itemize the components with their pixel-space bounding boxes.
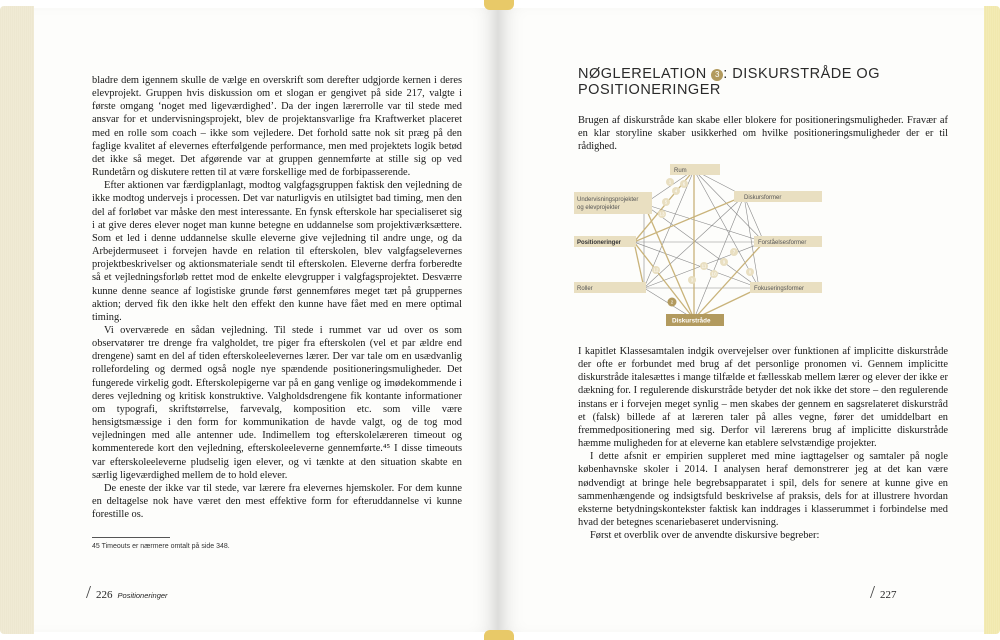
running-head: Positioneringer: [117, 591, 168, 600]
marker-1-label: 1: [668, 179, 672, 185]
headband-top: [484, 0, 514, 10]
marker-13-label: 13: [659, 211, 665, 217]
heading-part2: : DISKURSTRÅDE OG POSITIONERINGER: [578, 66, 880, 98]
page-number-left: 226: [96, 589, 113, 601]
heading-number-badge: 3: [711, 69, 723, 81]
folio-slash: /: [86, 582, 92, 602]
left-folio: [86, 582, 168, 603]
paragraph: Efter aktionen var færdigplanlagt, modtog valgfagsgruppen faktisk den vejledning de ikke modtog undervejs i processen. Det var naturligvis en utilsigtet bad timing, men den del af forløbet var måske den mest interessante. En fynsk efterskole har specialiseret sig i at give deres elever noget man kunne betegne en uddannelse som projektiværksættere. Som et led i denne uddannelse skulle eleverne give vejledning til andre unge, og da Arbejdermuseet i forvejen havde en relation til efterskolen, blev valgfagselevernes projektbeskrivelser og aktionsmateriale sendt til efterskolen. Eleverne derfra forberedte så et vejledningsforløb rettet mod de enkelte elevgrupper i valgfagsprojektet. Desværre kunne denne seance af logistiske grunde først gennemføres meget tæt på gruppernes aktion; derved fik den ikke helt den effekt den kunne have fået med en mere optimal timing.: [92, 180, 462, 323]
marker-4-label: 4: [674, 188, 678, 194]
label-diskurstraade: Diskurstråde: [672, 317, 711, 325]
right-body-text: [578, 345, 948, 542]
paragraph: De eneste der ikke var til stede, var lærere fra elevernes hjemskoler. For dem kunne en deltagelse nok have været den mest effektive form for efteruddannelse vi kunne forestille os.: [92, 482, 462, 521]
paragraph: I kapitlet Klassesamtalen indgik overvejelser over funktionen af implicitte diskurstråde der ofte er forbundet med brug af det personlige pronomen vi. Gennem implicitte diskurstråde italesættes i mange tilfælde et fællesskab mellem lærer og elever der ikke er dækning for. I regulerende diskurstråde betyder det nok ikke det store – den regulerende instans er i forvejen meget synlig – men skabes der gennem en sagsrelateret diskurstråd et (falsk) billede af at læreren taler på alles vegne, fører det umiddelbart en fremmedpositionering med sig. Derfor vil lærerens brug af implicitte diskurstråde hæmme muligheden for at eleverne kan etablere selvstændige projekter.: [578, 346, 948, 450]
label-undervisning-1: Undervisningsprojekter: [577, 197, 639, 203]
paragraph: I dette afsnit er empirien suppleret med mine iagttagelser og samtaler på nogle københavnske skoler i 2014. I analysen heraf demonstrerer jeg at det kan være nødvendigt at bringe hele begrebsapparatet i spil, dels for senere at kunne give en sammenhængende og indsigtsfuld beskrivelse af praksis, dels for at illustrere hvordan eksterne betydningskontekster faktisk kan inddrages i klasserummet i forbindelse med hvad der betegnes scenariebaseret undervisning.: [578, 451, 948, 529]
footnote: 45 Timeouts er nærmere omtalt på side 348.: [92, 543, 230, 550]
left-body-text: [92, 74, 462, 521]
right-folio: [870, 582, 897, 603]
relation-diagram: [574, 154, 822, 328]
intro-text: [578, 114, 948, 153]
left-page: [34, 8, 498, 632]
relation-diagram-svg: [574, 154, 822, 328]
marker-12-label: 12: [653, 267, 659, 273]
page-edges-left: [0, 6, 34, 634]
label-rum: Rum: [674, 168, 687, 174]
paragraph: Brugen af diskurstråde kan skabe eller blokere for positioneringsmuligheder. Fravær af en klar storyline skaber usikkerhed om hvilke positioneringsmuligheder der er til rådighed.: [578, 115, 948, 153]
label-fokuseringsformer: Fokuseringsformer: [754, 286, 805, 292]
right-page: [498, 8, 984, 632]
marker-7-label: 7: [732, 249, 736, 255]
marker-6-label: 6: [682, 181, 686, 187]
section-heading: [578, 66, 938, 98]
paragraph: bladre dem igennem skulle de vælge en overskrift som derefter udgjorde kernen i deres elevprojekt. Gruppen hvis diskussion om et slogan er gengivet på side 217, valgte i første omgang ‘noget med ligeværdighed’. Da der ingen lærerrolle var til stede med ansvar for et undervisningsprojekt, blev de projektansvarlige fra Kraftwerket placeret med en rolle som coach – ikke som vejledere. Det forhold satte nok sit præg på den faglige kvalitet af elevernes efterfølgende performance, men med projektets logik betød det ikke så meget. Det afgørende var at gruppen gennemførte at stille sig op ved Rundetårn og diskutere retten til at være forskellige med de forbipasserende.: [92, 75, 462, 179]
page-number-right: 227: [880, 589, 897, 601]
footnote-rule: [92, 537, 170, 538]
marker-10-label: 10: [711, 271, 717, 277]
marker-3-label: 3: [690, 277, 694, 283]
label-forstaaelsesformer: Forståelsesformer: [758, 240, 807, 246]
label-positioneringer: Positioneringer: [577, 240, 622, 246]
heading-part1: NØGLERELATION: [578, 66, 707, 82]
label-undervisning-2: og elevprojekter: [577, 205, 620, 211]
label-roller: Roller: [577, 286, 593, 292]
page-edges-right: [984, 6, 1000, 634]
marker-5-label: 5: [664, 199, 668, 205]
folio-slash: /: [870, 582, 876, 602]
marker-9-label: 9: [722, 259, 726, 265]
headband-bottom: [484, 630, 514, 640]
paragraph: Vi overværede en sådan vejledning. Til stede i rummet var ud over os som observatører tre drenge fra valgholdet, tre piger fra efterskolen (vel et par ældre end drengene) samt en del af tiden efterskoleelevernes lærer. Der var tale om en usædvanlig rollefordeling og dermed også nogle nye spændende positioneringsmuligheder. Det fungerede virkelig godt. Efterskolepigerne var på en gang venlige og imødekommende i deres vejledning og kritisk konstruktive. Valgholdsdrengene fik kontante informationer om typografi, skriftstørrelse, farvevalg, komposition etc. som ville være hensigtsmæssige i den form for kommunikation de havde valgt, og de tog mod vejledningen med alle antenner ude. Indimellem tog efterskolelæreren timeout og kommenterede kort den vejledning, efterskoleeleverne gennemførte.⁴⁵ I disse timeouts var efterskoleeleverne pludselig igen elever, og vi tænkte at den situation skabte en særlig ligeværdighed mellem de to hold elever.: [92, 324, 462, 481]
marker-11-label: 11: [701, 263, 707, 269]
marker-8-label: 8: [748, 269, 752, 275]
label-diskursformer: Diskursformer: [744, 195, 782, 201]
marker-2-label: 2: [670, 299, 674, 305]
paragraph: Først et overblik over de anvendte diskursive begreber:: [590, 530, 820, 542]
